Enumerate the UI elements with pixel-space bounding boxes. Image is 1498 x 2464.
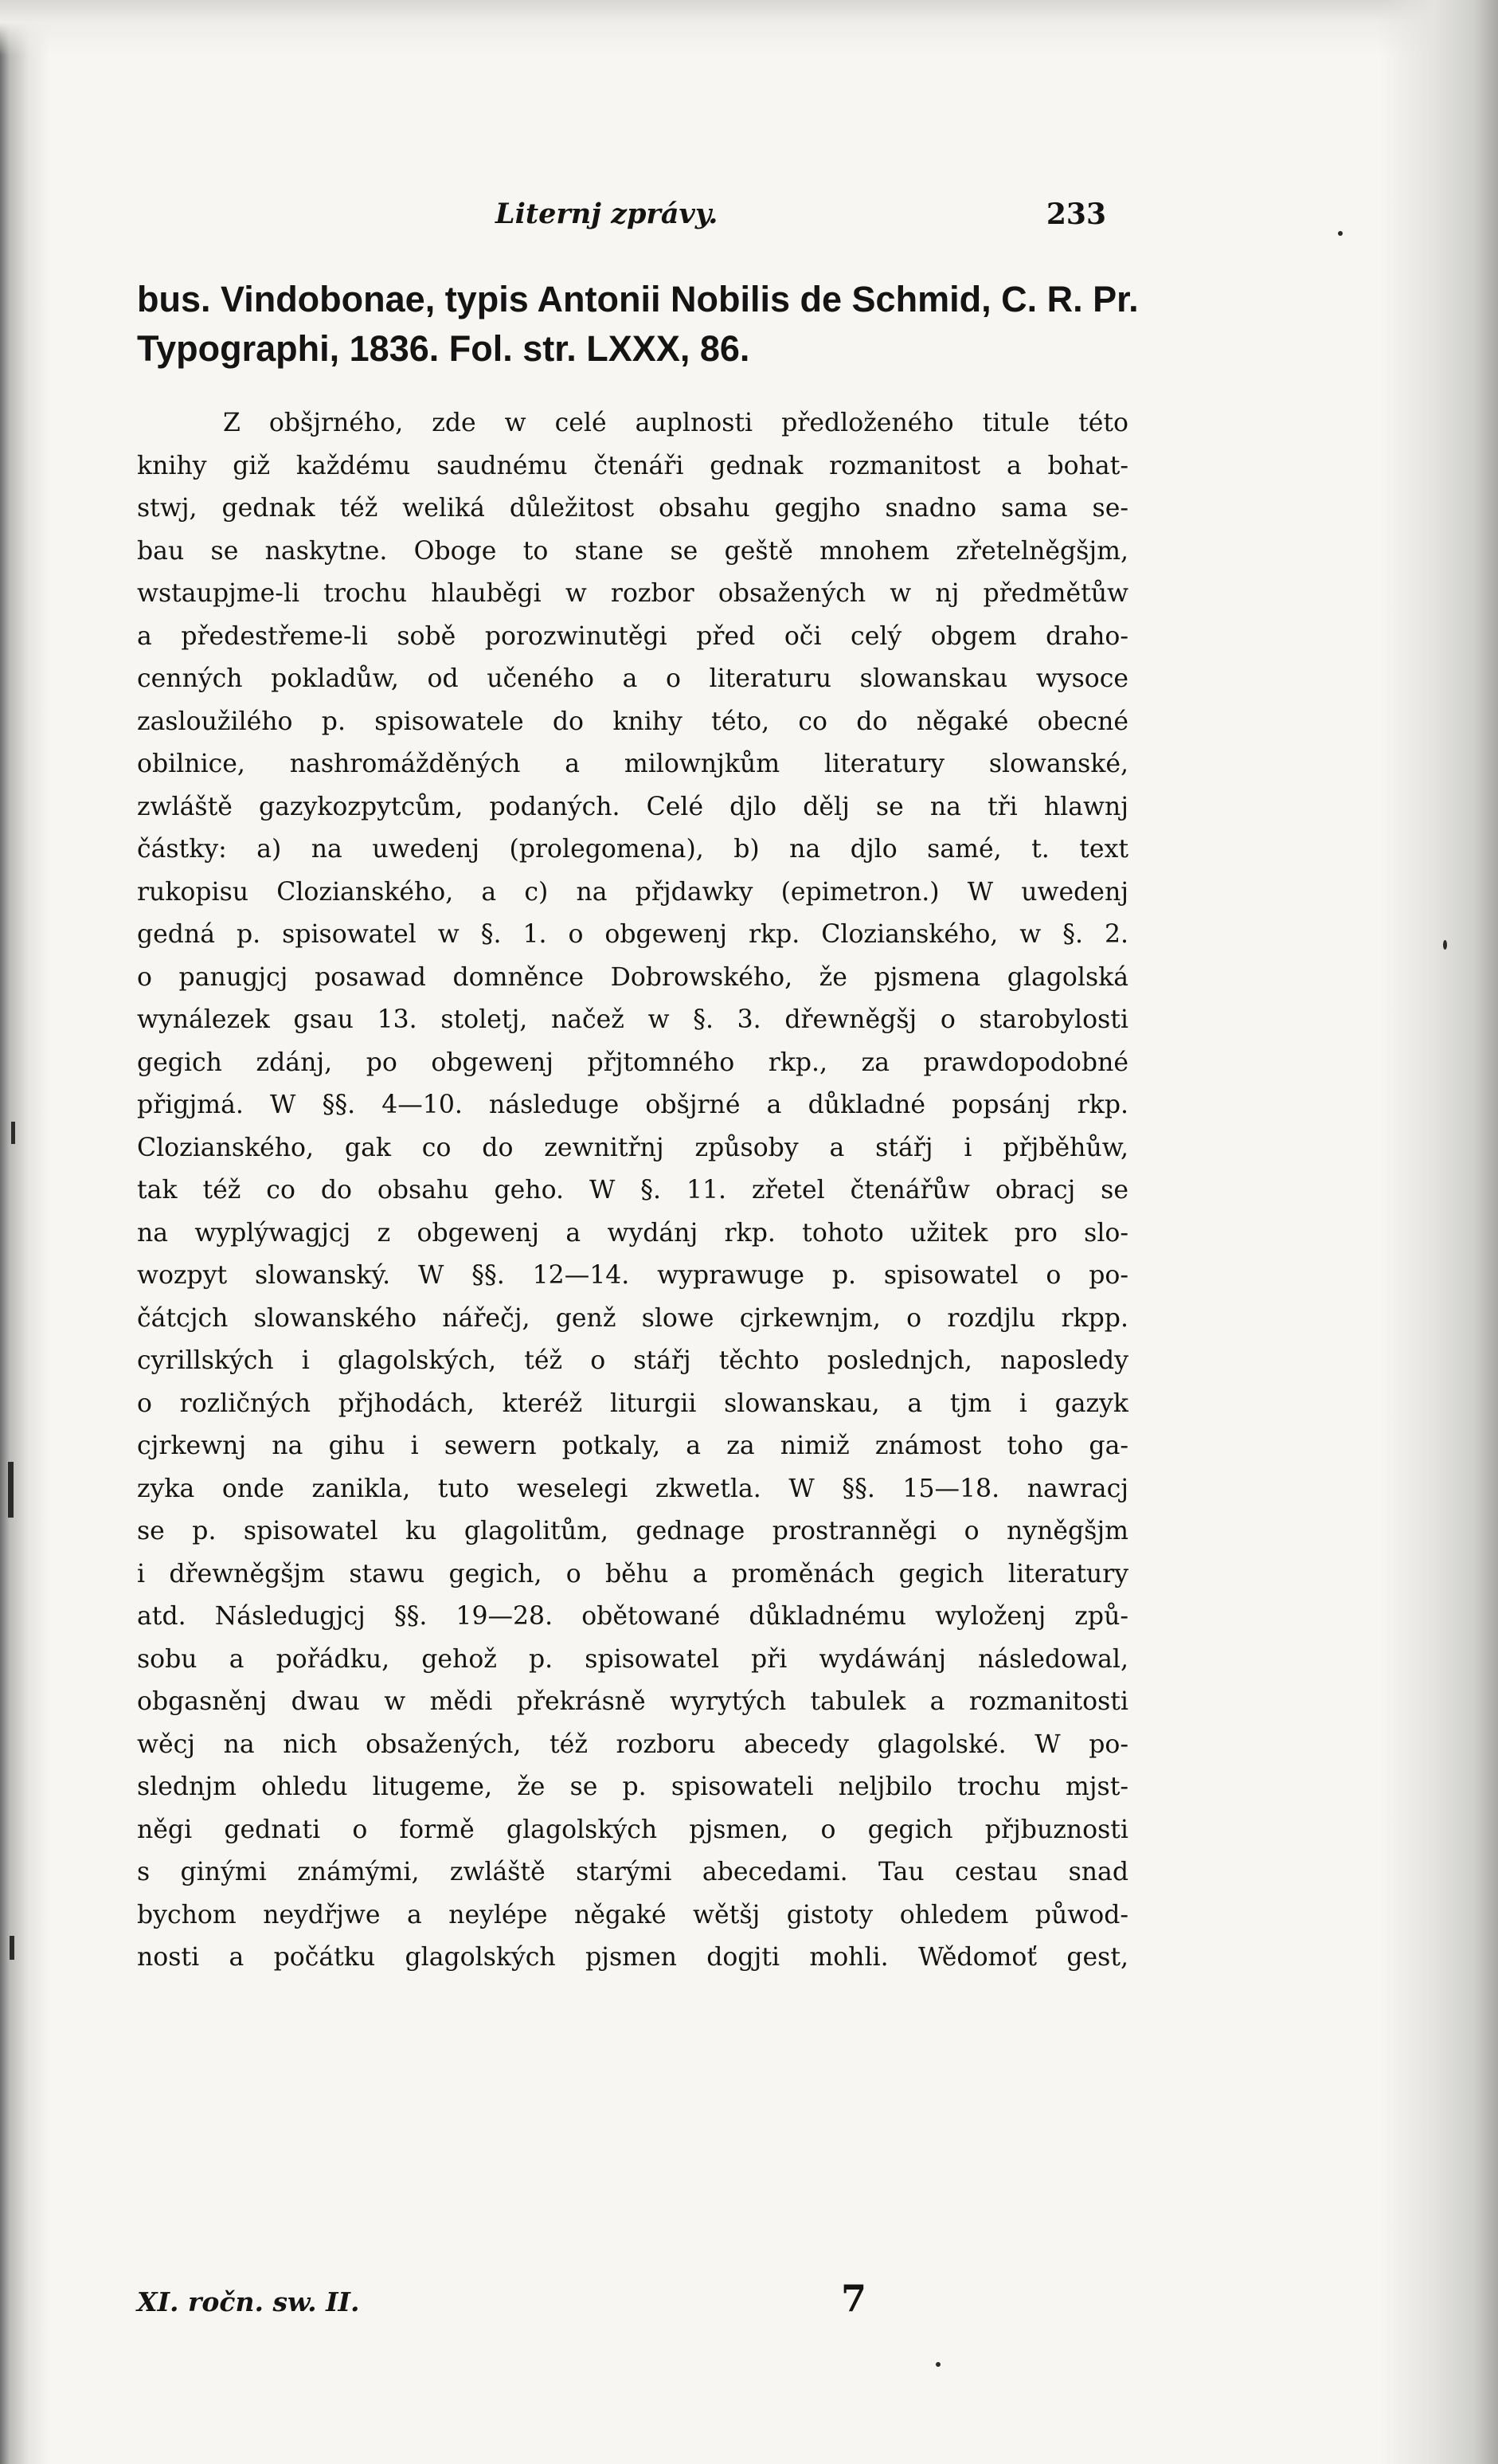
text-line: wynálezek gsau 13. stoletj, načež w §. 3. dřewněgšj o starobylosti — [137, 1005, 1128, 1034]
margin-mark — [11, 1122, 15, 1144]
text-line: zasloužilého p. spisowatele do knihy této, co do něgaké obecné — [137, 707, 1128, 736]
speckle — [1443, 940, 1447, 950]
text-line: a předestřeme-li sobě porozwinutěgi před oči celý obgem draho- — [137, 621, 1128, 651]
text-line: částky: a) na uwedenj (prolegomena), b) na djlo samé, t. text — [137, 835, 1128, 864]
printer-signature: XI. ročn. sw. II. — [137, 2286, 360, 2317]
page-header — [137, 198, 1128, 245]
margin-mark — [10, 1936, 14, 1960]
text-line: Clozianského, gak co do zewnitřnj způsoby a stářj i přjběhůw, — [137, 1133, 1128, 1162]
text-line: sobu a pořádku, gehož p. spisowatel při wydáwánj následowal, — [137, 1644, 1128, 1674]
text-line: Z obšjrného, zde w celé auplnosti předloženého titule této — [223, 409, 1128, 437]
text-line: bau se naskytne. Oboge to stane se geště mnohem zřetelněgšjm, — [137, 536, 1128, 566]
text-line: cyrillských i glagolských, též o stářj těchto poslednjch, naposledy — [137, 1346, 1128, 1375]
text-line: cjrkewnj na gihu i sewern potkaly, a za nimiž známost toho ga- — [137, 1432, 1128, 1460]
text-line: gedná p. spisowatel w §. 1. o obgewenj rkp. Clozianského, w §. 2. — [137, 920, 1128, 949]
page-footer — [137, 2277, 1128, 2334]
running-title: Liternj zprávy. — [495, 198, 718, 230]
text-line: wstaupjme-li trochu hlauběgi w rozbor obsažených w nj předmětůw — [137, 579, 1128, 608]
text-line: knihy giž každému saudnému čtenáři gednak rozmanitost a bohat- — [137, 451, 1128, 480]
text-line: s ginými známými, zwláště starými abecedami. Tau cestau snad — [137, 1858, 1128, 1886]
text-line: gegich zdánj, po obgewenj přjtomného rkp., za prawdopodobné — [137, 1048, 1128, 1077]
text-line: o panugjcj posawad domněnce Dobrowského, že pjsmena glagolská — [137, 962, 1128, 992]
text-line: na wyplýwagjcj z obgewenj a wydánj rkp. tohoto užitek pro slo- — [137, 1218, 1128, 1248]
text-line: obgasněnj dwau w mědi překrásně wyrytých tabulek a rozmanitosti — [137, 1687, 1128, 1716]
text-line: slednjm ohledu litugeme, že se p. spisowateli neljbilo trochu mjst- — [137, 1773, 1128, 1801]
text-line: wozpyt slowanský. W §§. 12—14. wyprawuge p. spisowatel o po- — [137, 1261, 1128, 1290]
text-line: se p. spisowatel ku glagolitům, gednage prostranněgi o nyněgšjm — [137, 1517, 1128, 1545]
text-line: přigjmá. W §§. 4—10. následuge obšjrné a důkladné popsánj rkp. — [137, 1091, 1128, 1119]
text-line: něgi gednati o formě glagolských pjsmen, o gegich přjbuznosti — [137, 1815, 1128, 1844]
text-line: i dřewněgšjm stawu gegich, o běhu a proměnách gegich literatury — [137, 1559, 1128, 1588]
text-line: obilnice, nashromážděných a milownjkům literatury slowanské, — [137, 750, 1128, 778]
text-line: cenných pokladůw, od učeného a o literaturu slowanskau wysoce — [137, 664, 1128, 693]
speckle — [936, 2362, 941, 2367]
body-paragraph — [137, 402, 1128, 1980]
text-line: čátcjch slowanského nářečj, genž slowe cjrkewnjm, o rozdjlu rkpp. — [137, 1303, 1128, 1333]
speckle — [1338, 231, 1343, 236]
text-line: o rozličných přjhodách, kteréž liturgii slowanskau, a tjm i gazyk — [137, 1389, 1128, 1418]
text-line: stwj, gednak též weliká důležitost obsahu gegjho snadno sama se- — [137, 494, 1128, 523]
text-line: rukopisu Clozianského, a c) na přjdawky (epimetron.) W uwedenj — [137, 877, 1128, 907]
text-line: zwláště gazykozpytcům, podaných. Celé djlo dělj se na tři hlawnj — [137, 792, 1128, 821]
citation-line: Typographi, 1836. Fol. str. LXXX, 86. — [137, 328, 750, 369]
page-number: 233 — [1046, 198, 1106, 231]
citation-line: bus. Vindobonae, typis Antonii Nobilis de Schmid, C. R. Pr. — [137, 279, 1139, 319]
text-line: zyka onde zanikla, tuto weselegi zkwetla. W §§. 15—18. nawracj — [137, 1474, 1128, 1503]
signature-number: 7 — [841, 2277, 867, 2320]
text-line: tak též co do obsahu geho. W §. 11. zřetel čtenářůw obracj se — [137, 1176, 1128, 1205]
scan-edge-right — [1379, 0, 1498, 2464]
text-line: atd. Následugjcj §§. 19—28. obětowané důkladnému wyloženj způ- — [137, 1602, 1128, 1631]
bibliographic-citation — [137, 275, 1139, 374]
text-line: bychom neydřjwe a neylépe něgaké wětšj gistoty ohledem půwod- — [137, 1900, 1128, 1929]
scan-edge-left — [0, 0, 49, 2464]
margin-mark — [8, 1462, 14, 1518]
text-line: nosti a počátku glagolských pjsmen dogjti mohli. Wědomoť gest, — [137, 1943, 1128, 1972]
text-line: wěcj na nich obsažených, též rozboru abecedy glagolské. W po- — [137, 1730, 1128, 1759]
scan-edge-top — [0, 0, 1498, 56]
